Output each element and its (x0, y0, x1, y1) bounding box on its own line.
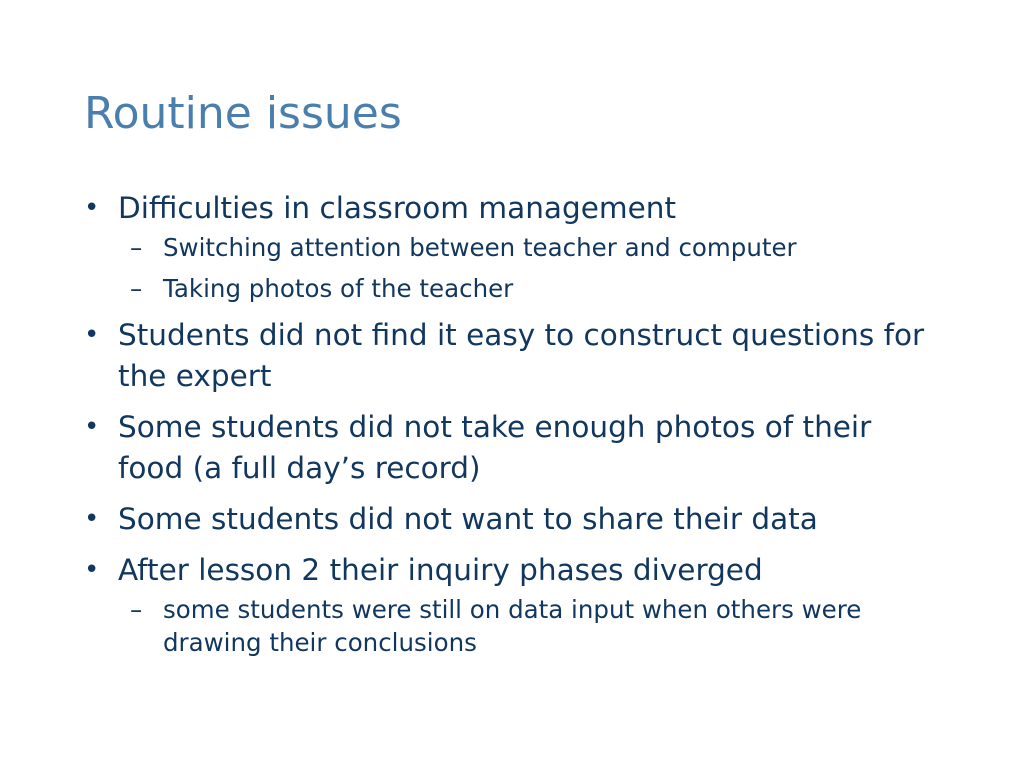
sub-bullet-list (118, 593, 944, 659)
sub-bullet-item (118, 272, 944, 305)
sub-bullet-text: Switching attention between teacher and computer (163, 233, 797, 262)
sub-bullet-list (118, 231, 944, 305)
bullet-item (84, 407, 944, 489)
sub-bullet-text: Taking photos of the teacher (163, 274, 514, 303)
slide-title: Routine issues (84, 88, 402, 139)
bullet-item (84, 550, 944, 659)
bullet-text: After lesson 2 their inquiry phases diverged (118, 553, 763, 587)
bullet-item (84, 499, 944, 540)
sub-bullet-text: some students were still on data input when others were drawing their conclusions (163, 595, 862, 657)
bullet-text: Difficulties in classroom management (118, 191, 677, 225)
bullet-item (84, 188, 944, 305)
sub-bullet-item (118, 593, 944, 659)
bullet-text: Some students did not take enough photos of their food (a full day’s record) (118, 410, 872, 485)
sub-bullet-item (118, 231, 944, 264)
bullet-list (84, 188, 944, 669)
bullet-text: Students did not find it easy to construct questions for the expert (118, 318, 925, 393)
bullet-text: Some students did not want to share their data (118, 502, 818, 536)
bullet-item (84, 315, 944, 397)
